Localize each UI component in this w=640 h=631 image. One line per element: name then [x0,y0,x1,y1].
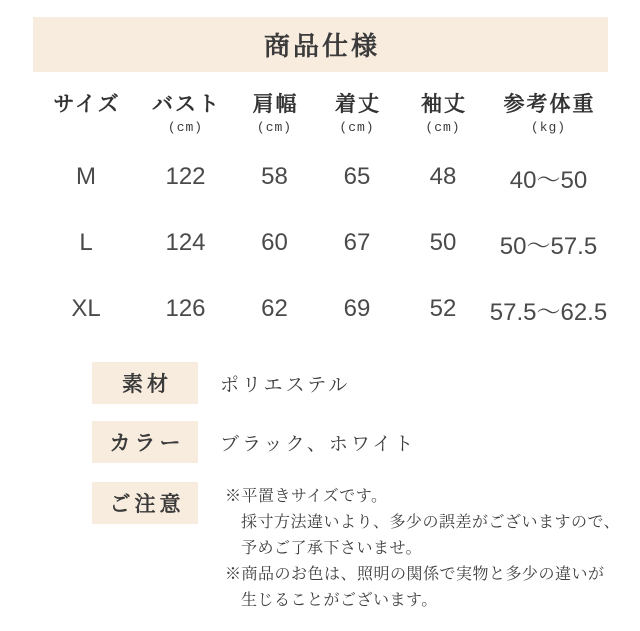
material-value: ポリエステル [220,374,351,396]
color-value: ブラック、ホワイト [220,433,417,455]
page-title: 商品仕様 [263,32,380,61]
cell-length: 67 [343,229,371,256]
table-row-xl [33,276,608,342]
table-body [33,144,608,342]
column-header-weight: 参考体重 (kg) [503,92,596,135]
notice-text [225,482,620,614]
notice-line: 生じることがございます。 [241,592,438,609]
cell-bust: 126 [165,295,206,322]
cell-shoulder: 62 [261,295,288,322]
notice-line: 採寸方法違いより、多少の誤差がございますので、 [241,514,621,531]
cell-weight: 50〜57.5 [499,232,598,260]
material-row [92,362,612,404]
notice-label-box [92,482,198,524]
material-label: 素材 [122,372,172,396]
cell-size: XL [71,295,101,322]
product-spec-banner [33,17,608,72]
table-row-m [33,144,608,210]
notice-line: ※商品のお色は、照明の関係で実物と多少の違いが [225,566,605,583]
size-spec-table [33,90,608,342]
cell-length: 65 [343,163,371,190]
column-header-shoulder: 肩幅 (cm) [252,92,299,135]
cell-length: 69 [343,295,371,322]
product-info-section [92,362,621,631]
cell-sleeve: 50 [429,229,457,256]
cell-shoulder: 60 [261,229,288,256]
cell-bust: 124 [165,229,206,256]
color-label: カラー [109,431,185,455]
notice-line: 予めご了承下さいませ。 [241,540,423,557]
column-header-bust: バスト (cm) [152,92,221,135]
column-header-sleeve: 袖丈 (cm) [421,92,467,135]
cell-size: L [79,229,93,256]
cell-shoulder: 58 [261,163,288,190]
notice-label: ご注意 [109,492,185,516]
cell-size: M [76,163,96,190]
cell-weight: 40〜50 [509,166,588,194]
column-header-size: サイズ [53,92,121,116]
cell-bust: 122 [165,163,206,190]
cell-weight: 57.5〜62.5 [489,298,608,326]
table-header-row [33,90,608,138]
column-header-length: 着丈 (cm) [335,92,381,135]
notice-row [92,482,621,614]
table-row-l [33,210,608,276]
notice-line: ※平置きサイズです。 [225,488,388,505]
color-row [92,421,612,463]
cell-sleeve: 48 [429,163,457,190]
cell-sleeve: 52 [429,295,457,322]
color-label-box [92,421,198,463]
material-label-box [92,362,198,404]
